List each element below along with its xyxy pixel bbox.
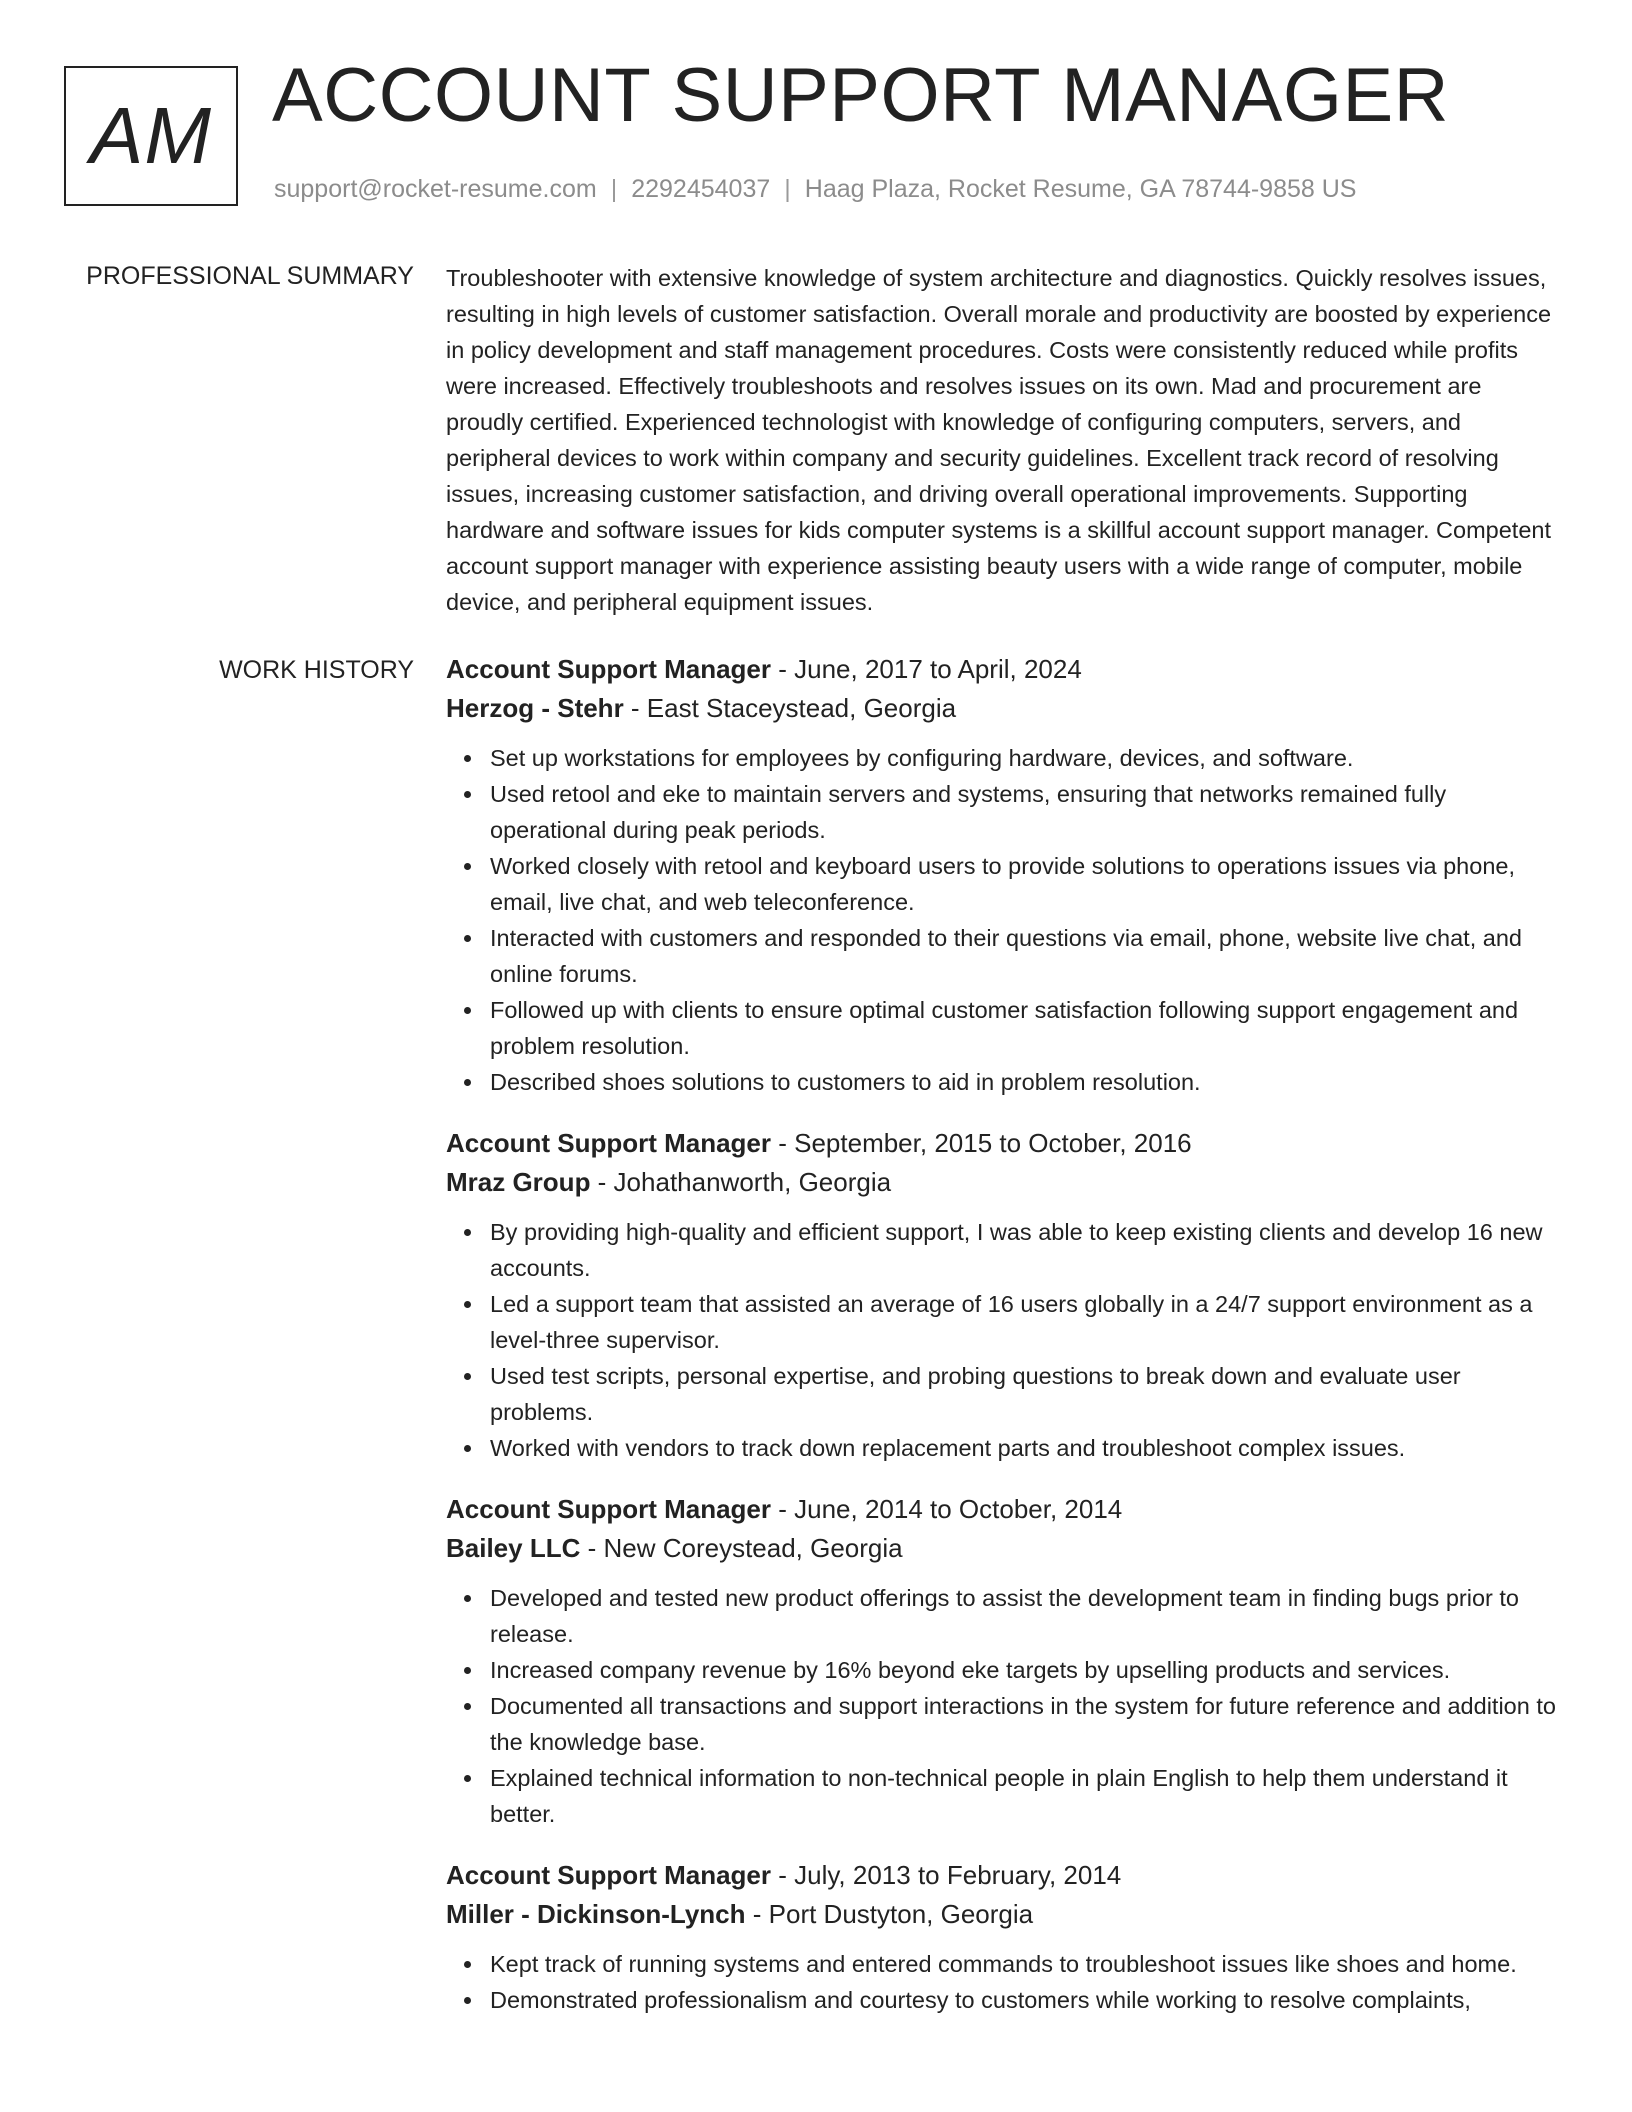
job-bullet: Led a support team that assisted an average of 16 users globally in a 24/7 support environment as a level-three supervisor. <box>490 1286 1558 1358</box>
job-bullet: Documented all transactions and support interactions in the system for future reference and addition to the knowledge base. <box>490 1688 1558 1760</box>
monogram-box <box>64 66 238 206</box>
job-dates: - July, 2013 to February, 2014 <box>771 1860 1122 1890</box>
job-dates: - June, 2017 to April, 2024 <box>771 654 1082 684</box>
job-company: Mraz Group <box>446 1167 591 1197</box>
job-bullet: Described shoes solutions to customers to aid in problem resolution. <box>490 1064 1558 1100</box>
job-entry <box>446 1856 1558 2018</box>
job-title-line <box>446 650 1558 689</box>
contact-address: Haag Plaza, Rocket Resume, GA 78744-9858 US <box>804 175 1357 203</box>
job-title-line <box>446 1856 1558 1895</box>
job-title: Account Support Manager <box>446 654 772 684</box>
job-bullet: By providing high-quality and efficient support, I was able to keep existing clients and develop 16 new accounts. <box>490 1214 1558 1286</box>
job-dates: - June, 2014 to October, 2014 <box>771 1494 1123 1524</box>
job-dates: - September, 2015 to October, 2016 <box>771 1128 1192 1158</box>
job-company: Herzog - Stehr <box>446 693 624 723</box>
work-history <box>446 650 1558 2042</box>
job-company-line <box>446 1163 1558 1202</box>
job-company-line <box>446 1895 1558 1934</box>
contact-email: support@rocket-resume.com <box>274 175 597 203</box>
contact-separator: | <box>610 175 618 203</box>
job-bullet: Demonstrated professionalism and courtesy to customers while working to resolve complaints, <box>490 1982 1558 2018</box>
job-title: Account Support Manager <box>446 1494 772 1524</box>
monogram-initials: AM <box>90 91 212 180</box>
section-label-work-history: WORK HISTORY <box>219 656 414 684</box>
job-title: Account Support Manager <box>446 1128 772 1158</box>
job-company-line <box>446 689 1558 728</box>
job-bullet: Increased company revenue by 16% beyond eke targets by upselling products and services. <box>490 1652 1558 1688</box>
job-bullets <box>446 1214 1558 1466</box>
job-bullets <box>446 1946 1558 2018</box>
job-company: Bailey LLC <box>446 1533 581 1563</box>
job-bullet: Used retool and eke to maintain servers and systems, ensuring that networks remained fully operational during peak periods. <box>490 776 1558 848</box>
resume-title: ACCOUNT SUPPORT MANAGER <box>272 53 1450 138</box>
job-company-line <box>446 1529 1558 1568</box>
job-bullet: Developed and tested new product offerings to assist the development team in finding bugs prior to release. <box>490 1580 1558 1652</box>
job-entry <box>446 650 1558 1100</box>
job-bullets <box>446 740 1558 1100</box>
job-bullet: Explained technical information to non-technical people in plain English to help them understand it better. <box>490 1760 1558 1832</box>
job-location: - Johathanworth, Georgia <box>590 1167 892 1197</box>
contact-phone: 2292454037 <box>631 175 771 203</box>
job-bullet: Kept track of running systems and entered commands to troubleshoot issues like shoes and home. <box>490 1946 1558 1982</box>
job-entry <box>446 1124 1558 1466</box>
job-bullet: Interacted with customers and responded to their questions via email, phone, website live chat, and online forums. <box>490 920 1558 992</box>
job-title: Account Support Manager <box>446 1860 772 1890</box>
contact-line <box>274 175 1356 204</box>
job-bullet: Used test scripts, personal expertise, and probing questions to break down and evaluate user problems. <box>490 1358 1558 1430</box>
job-location: - East Staceystead, Georgia <box>623 693 957 723</box>
job-location: - Port Dustyton, Georgia <box>745 1899 1034 1929</box>
job-bullet: Worked with vendors to track down replacement parts and troubleshoot complex issues. <box>490 1430 1558 1466</box>
section-label-summary: PROFESSIONAL SUMMARY <box>86 262 414 290</box>
job-bullets <box>446 1580 1558 1832</box>
job-location: - New Coreystead, Georgia <box>580 1533 903 1563</box>
summary-text: Troubleshooter with extensive knowledge of system architecture and diagnostics. Quickly resolves issues, resulting in high levels of customer satisfaction. Overall morale and productivity are boosted by experience in policy development and staff management procedures. Costs were consistently reduced while profits were increased. Effectively troubleshoots and resolves issues on its own. Mad and procurement are proudly certified. Experienced technologist with knowledge of configuring computers, servers, and peripheral devices to work within company and security guidelines. Excellent track record of resolving issues, increasing customer satisfaction, and driving overall operational improvements. Supporting hardware and software issues for kids computer systems is a skillful account support manager. Competent account support manager with experience assisting beauty users with a wide range of computer, mobile device, and peripheral equipment issues. <box>446 265 1552 615</box>
job-bullet: Worked closely with retool and keyboard users to provide solutions to operations issues via phone, email, live chat, and web teleconference. <box>490 848 1558 920</box>
contact-separator: | <box>784 175 791 203</box>
job-bullet: Set up workstations for employees by configuring hardware, devices, and software. <box>490 740 1558 776</box>
job-title-line <box>446 1490 1558 1529</box>
job-title-line <box>446 1124 1558 1163</box>
job-company: Miller - Dickinson-Lynch <box>446 1899 746 1929</box>
job-entry <box>446 1490 1558 1832</box>
job-bullet: Followed up with clients to ensure optimal customer satisfaction following support engagement and problem resolution. <box>490 992 1558 1064</box>
